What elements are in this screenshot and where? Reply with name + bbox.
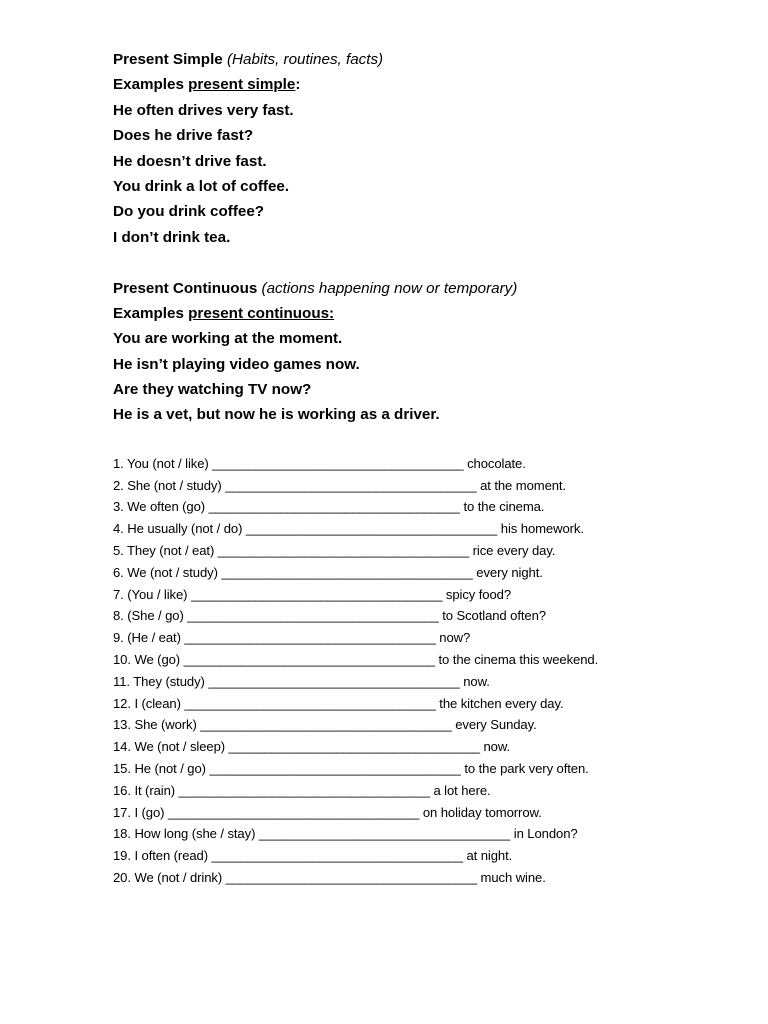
worksheet-page [113,47,733,889]
exercise-item: 11. They (study) ___________________________________ now. [113,673,490,689]
present-continuous-example: You are working at the moment. [113,330,343,348]
present-continuous-link: present continuous: [188,304,335,322]
exercise-item: 14. We (not / sleep) ___________________________________ now. [113,739,511,755]
exercise-item: 7. (You / like) ___________________________________ spicy food? [113,586,512,602]
exercise-item: 19. I often (read) ___________________________________ at night. [113,848,513,864]
exercise-item: 4. He usually (not / do) ___________________________________ his homework. [113,521,584,537]
present-simple-section [113,47,733,250]
present-simple-example: I don’t drink tea. [113,228,231,246]
present-continuous-subtitle: (actions happening now or temporary) [261,279,518,297]
exercise-item: 18. How long (she / stay) ___________________________________ in London? [113,826,578,842]
section-spacer [113,250,733,275]
present-simple-subtitle: (Habits, routines, facts) [226,51,384,68]
present-simple-example: Do you drink coffee? [113,203,265,221]
present-simple-examples-label [113,72,733,97]
exercise-item: 6. We (not / study) ___________________________________ every night. [113,564,543,580]
present-simple-example: He often drives very fast. [113,101,294,119]
exercise-item: 15. He (not / go) ___________________________________ to the park very often. [113,761,589,777]
present-continuous-examples-label [113,301,733,326]
present-continuous-example: Are they watching TV now? [113,381,312,399]
examples-prefix: Examples [113,76,189,94]
present-continuous-example: He isn’t playing video games now. [113,355,360,373]
exercise-item: 9. (He / eat) ___________________________________ now? [113,630,471,646]
present-simple-heading-line [113,47,733,72]
exercise-item: 8. (She / go) ___________________________________ to Scotland often? [113,608,546,624]
exercise-item: 12. I (clean) ___________________________________ the kitchen every day. [113,695,564,711]
exercise-list [113,453,733,889]
exercise-item: 1. You (not / like) ___________________________________ chocolate. [113,455,526,471]
exercise-item: 17. I (go) ___________________________________ on holiday tomorrow. [113,804,542,820]
exercise-item: 16. It (rain) ___________________________________ a lot here. [113,782,491,798]
exercise-item: 2. She (not / study) ___________________________________ at the moment. [113,477,567,493]
present-continuous-section [113,276,733,428]
present-simple-example: He doesn’t drive fast. [113,152,267,170]
present-simple-example: You drink a lot of coffee. [113,177,290,195]
exercise-item: 10. We (go) ___________________________________ to the cinema this weekend. [113,652,599,668]
present-continuous-heading: Present Continuous [113,279,258,297]
present-continuous-heading-line [113,276,733,301]
examples-prefix: Examples [113,304,189,322]
examples-suffix: : [295,76,301,94]
present-simple-link: present simple [188,76,296,94]
present-simple-heading: Present Simple [113,51,223,68]
exercise-item: 5. They (not / eat) ___________________________________ rice every day. [113,543,556,559]
present-simple-example: Does he drive fast? [113,127,254,145]
exercise-item: 3. We often (go) ___________________________________ to the cinema. [113,499,545,515]
exercise-item: 20. We (not / drink) ___________________________________ much wine. [113,870,546,885]
exercise-item: 13. She (work) ___________________________________ every Sunday. [113,717,537,733]
present-continuous-example: He is a vet, but now he is working as a driver. [113,406,440,424]
